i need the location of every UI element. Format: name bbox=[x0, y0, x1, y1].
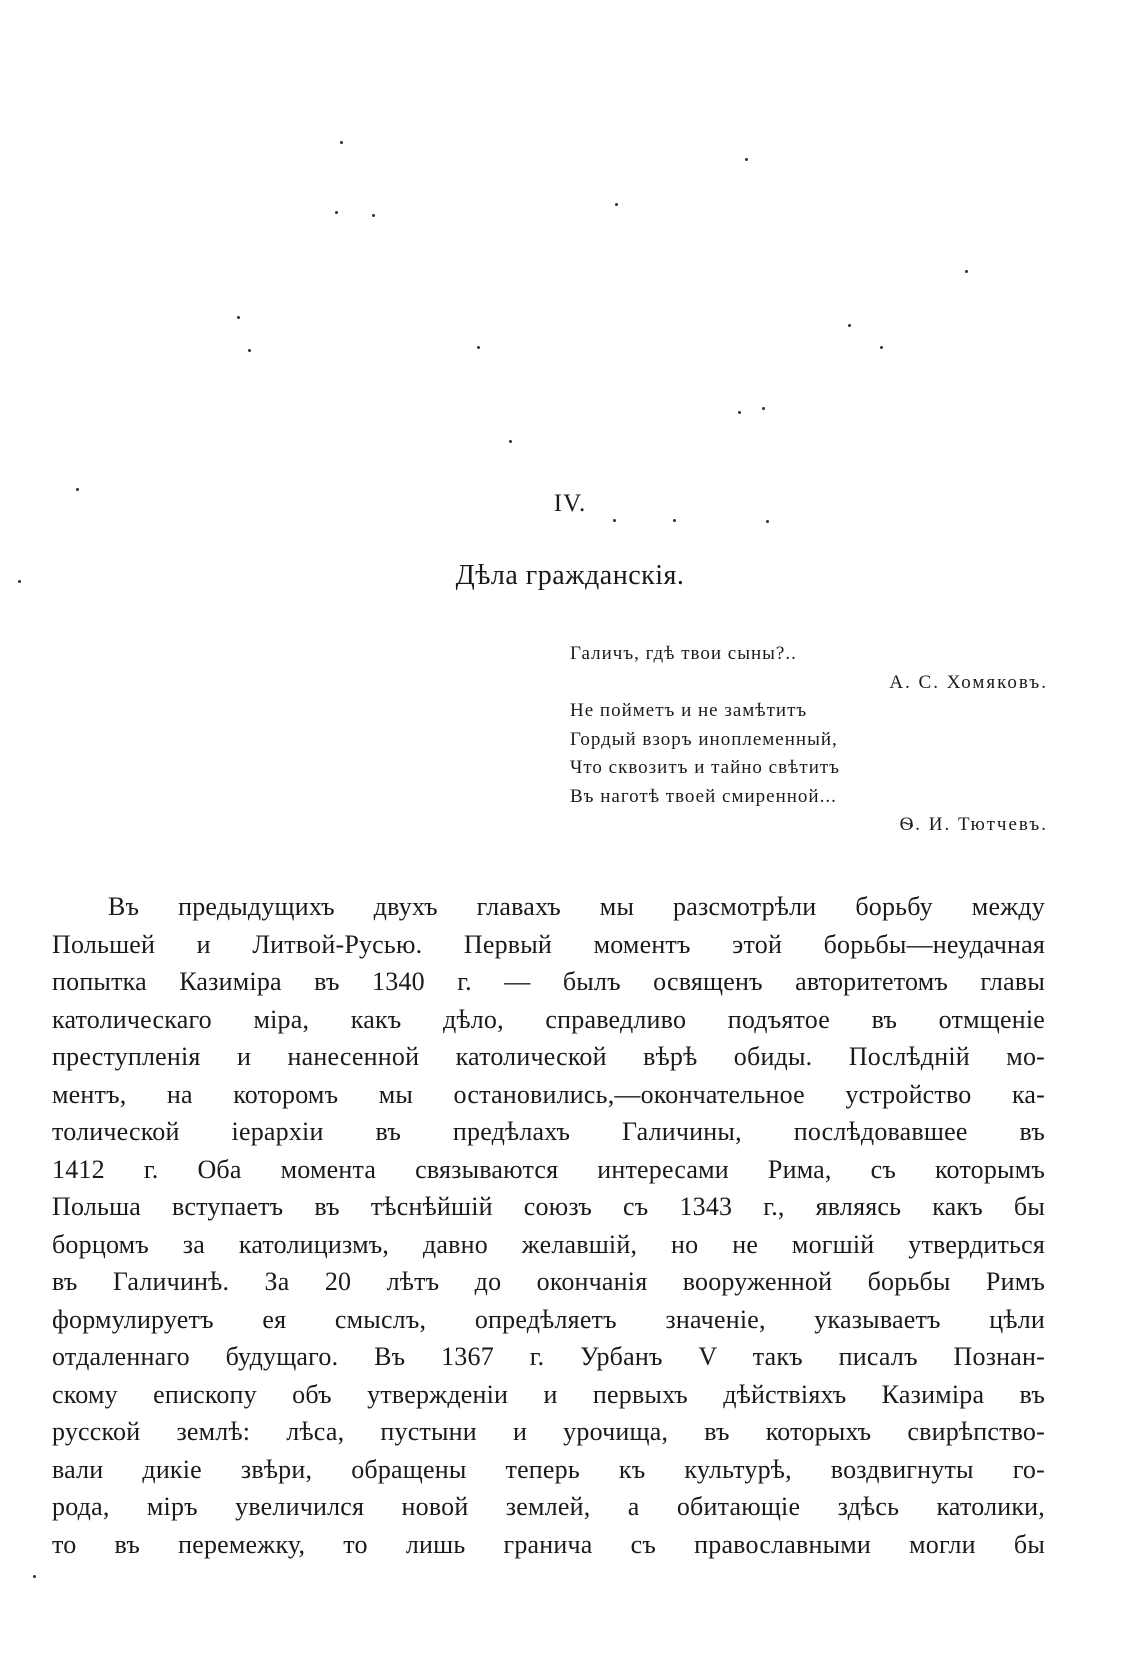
text-line: то въ перемежку, то лишь граничa съ православными могли бы bbox=[52, 1529, 1045, 1559]
epigraph-line: Не пойметъ и не замѣтитъ bbox=[570, 700, 808, 721]
epigraph-author: А. С. Хомяковъ. bbox=[889, 671, 1048, 693]
epigraph-line: Гордый взоръ иноплеменный, bbox=[570, 728, 838, 750]
chapter-number: IV. bbox=[553, 490, 587, 517]
print-speck bbox=[509, 440, 512, 443]
print-speck bbox=[237, 316, 240, 319]
text-line: Польша вступаетъ въ тѣснѣйшій союзъ съ 1343 г., являясь какъ бы bbox=[52, 1192, 1045, 1221]
epigraph-line: Галичъ, гдѣ твои сыны?.. bbox=[570, 643, 797, 664]
print-speck bbox=[848, 324, 851, 327]
print-speck bbox=[33, 1575, 36, 1578]
text-line: отдаленнаго будущаго. Въ 1367 г. Урбанъ V такъ писалъ Познан- bbox=[52, 1342, 1045, 1371]
text-line: толической іерархіи въ предѣлахъ Галичины, послѣдовавшее въ bbox=[52, 1117, 1045, 1146]
print-speck bbox=[613, 519, 616, 522]
print-speck bbox=[762, 407, 765, 410]
print-speck bbox=[248, 349, 251, 352]
print-speck bbox=[615, 203, 618, 206]
print-speck bbox=[766, 520, 769, 523]
chapter-title: Дѣла гражданскія. bbox=[455, 560, 685, 591]
text-line: Польшей и Литвой-Русью. Первый моментъ этой борьбы—неудачная bbox=[52, 929, 1045, 959]
print-speck bbox=[673, 519, 676, 522]
text-line: рода, міръ увеличился новой землей, а обитающіе здѣсь католики, bbox=[52, 1492, 1045, 1521]
text-line: 1412 г. Оба момента связываются интересами Рима, съ которымъ bbox=[52, 1154, 1045, 1184]
body-paragraph bbox=[52, 888, 1045, 1563]
epigraph bbox=[570, 640, 1048, 840]
text-line: въ Галичинѣ. За 20 лѣтъ до окончанія вооруженной борьбы Римъ bbox=[52, 1267, 1045, 1296]
print-speck bbox=[738, 411, 741, 414]
text-line: католическаго міра, какъ дѣло, справедливо подъятое въ отмщеніе bbox=[52, 1004, 1045, 1034]
text-line: ментъ, на которомъ мы остановились,—окончательное устройство ка- bbox=[52, 1079, 1045, 1109]
print-speck bbox=[340, 141, 343, 144]
print-speck bbox=[372, 214, 375, 217]
print-speck bbox=[965, 270, 968, 273]
text-line: скому епископу объ утвержденіи и первыхъ дѣйствіяхъ Казиміра въ bbox=[52, 1379, 1045, 1409]
text-line: преступленія и нанесенной католической вѣрѣ обиды. Послѣдній мо- bbox=[52, 1042, 1045, 1071]
text-line: Въ предыдущихъ двухъ главахъ мы разсмотрѣли борьбу между bbox=[108, 892, 1045, 921]
epigraph-author: Ѳ. И. Тютчевъ. bbox=[899, 814, 1048, 835]
text-line: формулируетъ ея смыслъ, опредѣляетъ значеніе, указываетъ цѣли bbox=[52, 1304, 1045, 1334]
print-speck bbox=[745, 158, 748, 161]
text-line: борцомъ за католицизмъ, давно желавшій, но не могшій утвердиться bbox=[52, 1229, 1045, 1259]
epigraph-line: Въ наготѣ твоей смиренной... bbox=[570, 785, 837, 807]
text-line: вали дикіе звѣри, обращены теперь къ культурѣ, воздвигнуты го- bbox=[52, 1454, 1045, 1484]
print-speck bbox=[477, 346, 480, 349]
epigraph-line: Что сквозитъ и тайно свѣтитъ bbox=[570, 757, 840, 778]
text-line: попытка Казиміра въ 1340 г. — былъ освященъ авторитетомъ главы bbox=[52, 967, 1045, 996]
print-speck bbox=[335, 211, 338, 214]
print-speck bbox=[880, 346, 883, 349]
text-line: русской землѣ: лѣса, пустыни и урочища, въ которыхъ свирѣпство- bbox=[52, 1417, 1045, 1446]
